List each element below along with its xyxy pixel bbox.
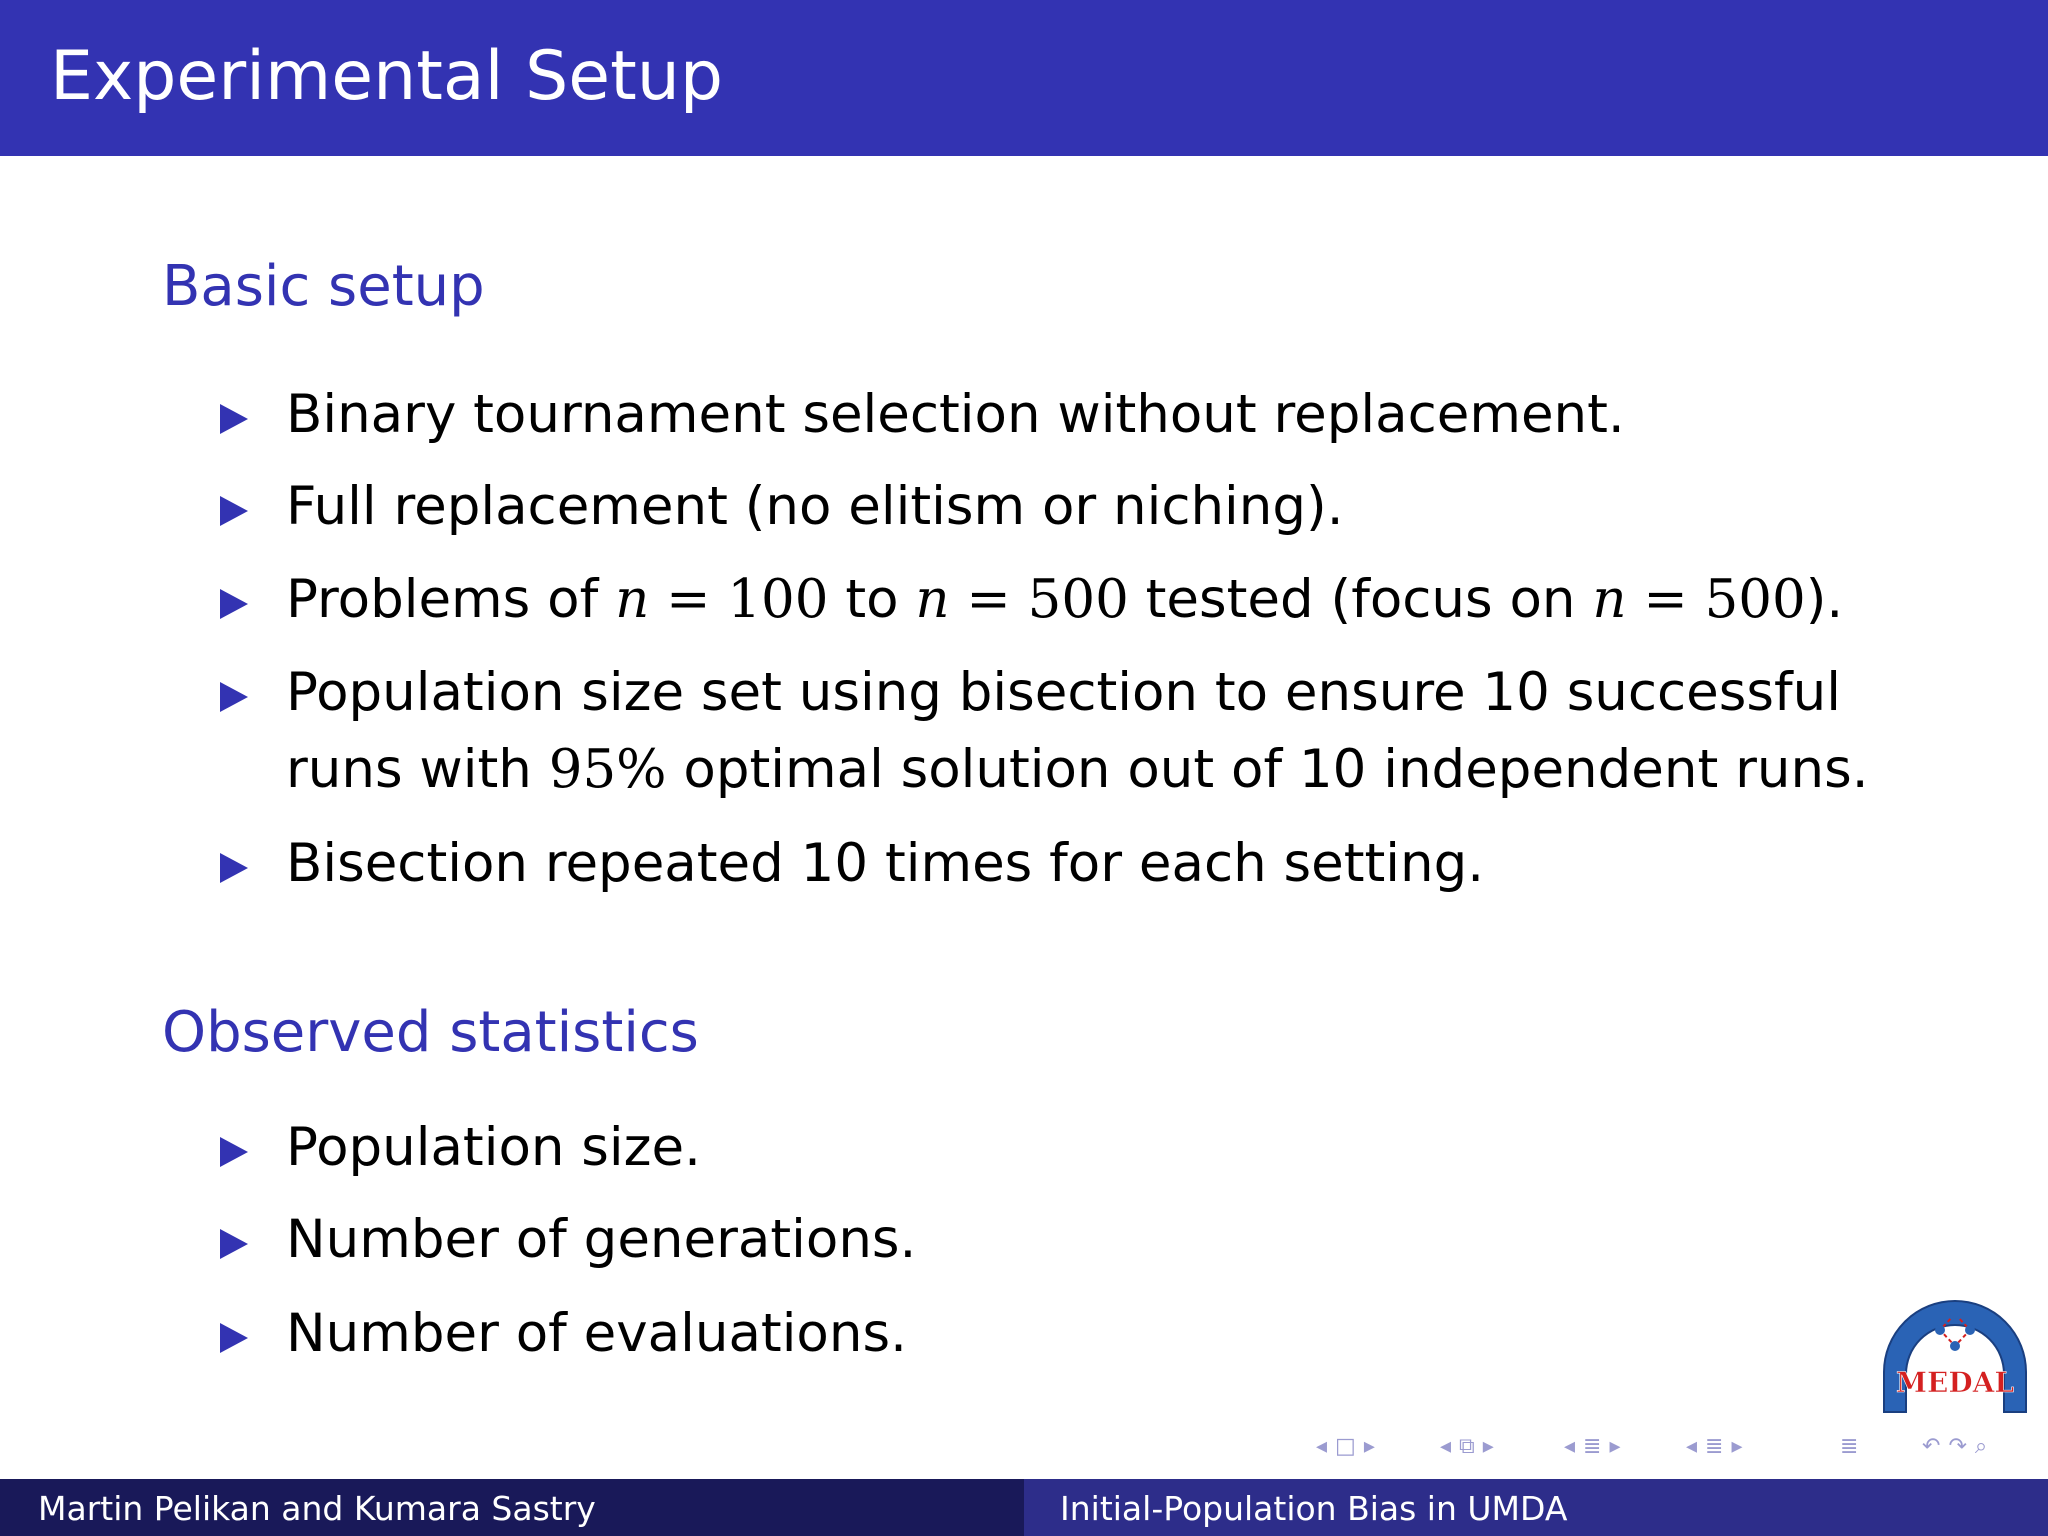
bullet-text: Number of generations. <box>286 1209 917 1270</box>
section-heading-basic-setup: Basic setup <box>162 254 485 319</box>
bullet-arrow-icon <box>220 404 248 434</box>
nav-prev-arrow-icon[interactable]: ◂ <box>1686 1434 1698 1459</box>
section-nav-icon[interactable]: ≣ <box>1583 1434 1602 1459</box>
footer-title-panel <box>1024 1479 2048 1536</box>
bullet-text-continued: runs with 95% optimal solution out of 10 independent runs. <box>286 739 1869 800</box>
bullet-arrow-icon <box>220 1323 248 1353</box>
footer-authors-panel <box>0 1479 1024 1536</box>
frame-navigation <box>1316 1432 1375 1462</box>
bullet-text: Binary tournament selection without replacement. <box>286 384 1625 445</box>
section-heading-observed-statistics: Observed statistics <box>162 1000 699 1065</box>
bullet-arrow-icon <box>220 853 248 883</box>
nav-prev-arrow-icon[interactable]: ◂ <box>1440 1434 1452 1459</box>
section-navigation <box>1564 1432 1621 1462</box>
bullet-text: Problems of n = 100 to n = 500 tested (focus on n = 500). <box>286 569 1844 630</box>
footer-talk-title: Initial-Population Bias in UMDA <box>1060 1489 1568 1528</box>
subsection-nav-icon[interactable]: ⧉ <box>1459 1434 1475 1459</box>
nav-next-arrow-icon[interactable]: ▸ <box>1731 1434 1743 1459</box>
frame-nav-icon[interactable]: □ <box>1335 1434 1356 1459</box>
nav-next-arrow-icon[interactable]: ▸ <box>1482 1434 1494 1459</box>
align-icon[interactable]: ≣ <box>1840 1434 1859 1459</box>
subsection-navigation <box>1440 1432 1494 1462</box>
search-icon[interactable]: ⌕ <box>1974 1434 1988 1459</box>
nav-next-arrow-icon[interactable]: ▸ <box>1609 1434 1621 1459</box>
presentation-nav-icon[interactable]: ≣ <box>1705 1434 1724 1459</box>
bullet-text: Full replacement (no elitism or niching). <box>286 476 1344 537</box>
bullet-text: Bisection repeated 10 times for each setting. <box>286 833 1485 894</box>
medal-logo <box>1878 1292 2032 1414</box>
forward-icon[interactable]: ↷ <box>1948 1434 1967 1459</box>
nav-prev-arrow-icon[interactable]: ◂ <box>1564 1434 1576 1459</box>
bullet-arrow-icon <box>220 682 248 712</box>
nav-next-arrow-icon[interactable]: ▸ <box>1363 1434 1375 1459</box>
slide-title: Experimental Setup <box>50 37 723 116</box>
back-icon[interactable]: ↶ <box>1922 1434 1941 1459</box>
bullet-arrow-icon <box>220 589 248 619</box>
presentation-navigation <box>1686 1432 1743 1462</box>
bullet-text: Population size. <box>286 1117 701 1178</box>
appendix-navigation <box>1840 1432 1858 1462</box>
back-forward-search <box>1922 1432 1987 1462</box>
logo-text: MEDAL <box>1895 1366 2015 1399</box>
bullet-text: Number of evaluations. <box>286 1303 907 1364</box>
bullet-text: Population size set using bisection to ensure 10 successful <box>286 662 1841 723</box>
bullet-arrow-icon <box>220 1137 248 1167</box>
nav-prev-arrow-icon[interactable]: ◂ <box>1316 1434 1328 1459</box>
bullet-arrow-icon <box>220 496 248 526</box>
bullet-arrow-icon <box>220 1229 248 1259</box>
slide-header <box>0 0 2048 156</box>
footer-authors: Martin Pelikan and Kumara Sastry <box>38 1489 596 1528</box>
slide-footer <box>0 1479 2048 1536</box>
